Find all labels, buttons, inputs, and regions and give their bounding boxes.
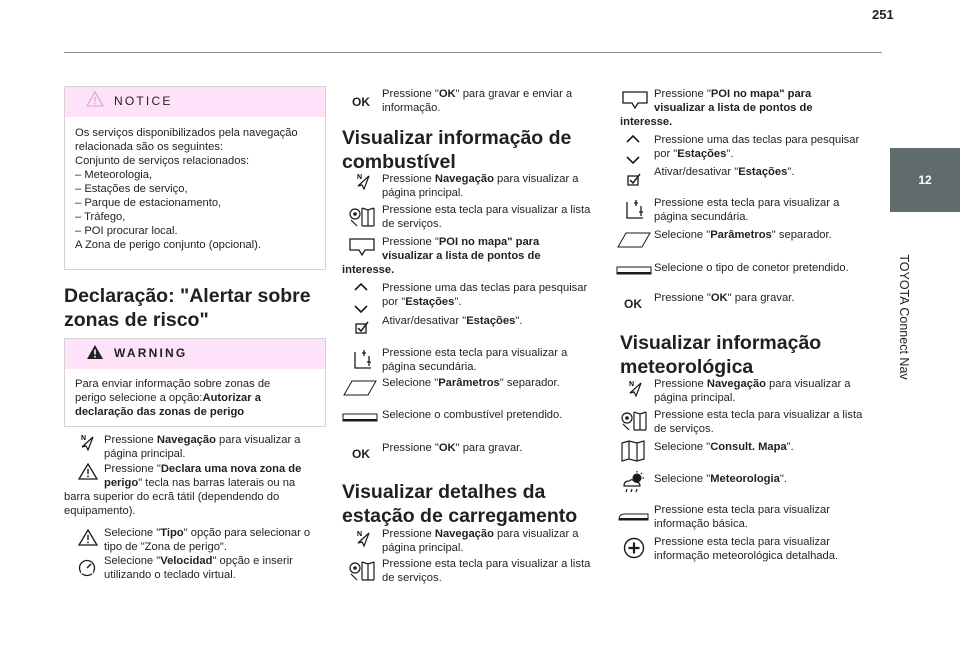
- page-number: 251: [872, 7, 894, 22]
- warning-icon: [86, 344, 104, 360]
- step-charge-poi-cont: interesse.: [620, 116, 673, 128]
- plus-circle-icon: [623, 537, 645, 559]
- poi-map-icon: [621, 89, 649, 111]
- step-charging-services: Pressione esta tecla para visualizar a lista de serviços.: [382, 558, 591, 584]
- step-fuel-services: Pressione esta tecla para visualizar a lista de serviços.: [382, 204, 591, 230]
- navigation-icon: [79, 433, 95, 451]
- notice-body: [75, 126, 298, 252]
- step-navigation: Pressione Navegação para visualizar a página principal.: [104, 434, 301, 460]
- notice-line: A Zona de perigo conjunto (opcional).: [75, 239, 261, 251]
- warning-header: [65, 339, 325, 369]
- weather-icon: [620, 470, 648, 494]
- section-title-charging: Visualizar detalhes da estação de carregamento: [342, 481, 578, 527]
- step-fuel-poi: Pressione "POI no mapa" para visualizar a lista de pontos de: [382, 236, 541, 262]
- section-title-fuel: Visualizar informação de combustível: [342, 127, 572, 173]
- chevron-down-icon: [626, 156, 640, 165]
- chevron-up-icon: [626, 134, 640, 143]
- step-declare-zone-cont: barra superior do ecrã tátil (dependendo do equipamento).: [64, 491, 280, 517]
- step-fuel-ok: Pressione "OK" para gravar.: [382, 442, 523, 454]
- step-weather-nav: Pressione Navegação para visualizar a página principal.: [654, 378, 851, 404]
- warning-line: Para enviar informação sobre zonas de: [75, 378, 271, 390]
- step-fuel-params: Selecione "Parâmetros" separador.: [382, 377, 560, 389]
- ok-icon: OK: [352, 95, 370, 109]
- chevron-up-icon: [354, 282, 368, 291]
- selection-bar-icon: [616, 265, 652, 277]
- section-title-alert: [64, 284, 311, 332]
- notice-title: NOTICE: [114, 94, 173, 108]
- map-icon: [620, 440, 646, 462]
- notice-header: [65, 87, 325, 117]
- warning-body: [75, 377, 270, 419]
- notice-line: – POI procurar local.: [75, 225, 178, 237]
- step-ok-send: Pressione "OK" para gravar e enviar a informação.: [382, 88, 573, 114]
- section-title-weather: Visualizar informação meteorológica: [620, 332, 822, 378]
- secondary-page-icon: [352, 348, 374, 372]
- checkbox-icon: [627, 173, 641, 186]
- step-fuel-select: Selecione o combustível pretendido.: [382, 409, 563, 421]
- poi-map-icon: [348, 236, 376, 258]
- notice-line: – Estações de serviço,: [75, 183, 188, 195]
- chapter-title: TOYOTA Connect Nav: [897, 254, 911, 380]
- secondary-page-icon: [624, 198, 646, 222]
- step-charge-toggle: Ativar/desativar "Estações".: [654, 166, 795, 178]
- step-weather-map: Selecione "Consult. Mapa".: [654, 441, 794, 453]
- caution-icon: [86, 91, 104, 107]
- danger-zone-icon: [78, 463, 98, 480]
- step-charge-connector: Selecione o tipo de conetor pretendido.: [654, 262, 849, 274]
- step-fuel-poi-cont: interesse.: [342, 264, 395, 276]
- notice-line: Conjunto de serviços relacionados:: [75, 155, 250, 167]
- notice-line: – Meteorologia,: [75, 169, 153, 181]
- svg-text:N: N: [81, 435, 87, 442]
- step-fuel-search: Pressione uma das teclas para pesquisar por "Estações".: [382, 282, 588, 308]
- chapter-tab: [890, 148, 960, 212]
- svg-text:N: N: [357, 174, 363, 181]
- services-icon: [348, 206, 376, 228]
- step-fuel-secondary: Pressione esta tecla para visualizar a página secundária.: [382, 347, 568, 373]
- step-weather-select: Selecione "Meteorologia".: [654, 473, 787, 485]
- step-speed: Selecione "Velocidad" opção e inserir utilizando o teclado virtual.: [104, 555, 293, 581]
- selection-bar-icon: [342, 412, 378, 424]
- services-icon: [620, 410, 648, 432]
- step-charge-params: Selecione "Parâmetros" separador.: [654, 229, 832, 241]
- step-fuel-nav: Pressione Navegação para visualizar a página principal.: [382, 173, 579, 199]
- zone-type-icon: [78, 529, 98, 546]
- svg-text:N: N: [629, 381, 635, 388]
- basic-info-icon: [618, 510, 650, 522]
- ok-icon: OK: [624, 297, 642, 311]
- parameters-tab-icon: [342, 377, 378, 399]
- navigation-icon: [627, 379, 643, 397]
- step-charge-poi: Pressione "POI no mapa" para visualizar a lista de pontos de: [654, 88, 813, 114]
- navigation-icon: [355, 172, 371, 190]
- notice-line: Os serviços disponibilizados pela navegação: [75, 127, 298, 139]
- chevron-down-icon: [354, 305, 368, 314]
- parameters-tab-icon: [616, 229, 652, 251]
- chapter-title-vertical: [884, 212, 924, 422]
- step-charge-search: Pressione uma das teclas para pesquisar por "Estações".: [654, 134, 860, 160]
- checkbox-icon: [355, 321, 369, 334]
- step-type: Selecione "Tipo" opção para selecionar o tipo de "Zona de perigo".: [104, 527, 311, 553]
- step-fuel-toggle: Ativar/desativar "Estações".: [382, 315, 523, 327]
- chapter-number: 12: [918, 173, 932, 187]
- navigation-icon: [355, 529, 371, 547]
- warning-line: perigo selecione a opção:Autorizar a: [75, 392, 261, 404]
- notice-line: – Tráfego,: [75, 211, 126, 223]
- step-weather-detailed: Pressione esta tecla para visualizar informação meteorológica detalhada.: [654, 536, 839, 562]
- header-divider: [64, 52, 882, 53]
- notice-line: – Parque de estacionamento,: [75, 197, 222, 209]
- ok-icon: OK: [352, 447, 370, 461]
- speed-icon: [77, 558, 97, 578]
- step-charging-nav: Pressione Navegação para visualizar a página principal.: [382, 528, 579, 554]
- step-weather-services: Pressione esta tecla para visualizar a lista de serviços.: [654, 409, 863, 435]
- step-charge-secondary: Pressione esta tecla para visualizar a página secundária.: [654, 197, 840, 223]
- warning-line: declaração das zonas de perigo: [75, 406, 245, 418]
- step-declare-zone: Pressione "Declara uma nova zona de perigo" tecla nas barras laterais ou na: [104, 463, 302, 489]
- section-title-line: Declaração: "Alertar sobre: [64, 285, 311, 307]
- notice-line: relacionada são os seguintes:: [75, 141, 224, 153]
- step-weather-basic: Pressione esta tecla para visualizar informação básica.: [654, 504, 830, 530]
- warning-title: WARNING: [114, 346, 188, 360]
- step-charge-ok: Pressione "OK" para gravar.: [654, 292, 795, 304]
- services-icon: [348, 560, 376, 582]
- svg-text:N: N: [357, 531, 363, 538]
- section-title-line: zonas de risco": [64, 309, 209, 331]
